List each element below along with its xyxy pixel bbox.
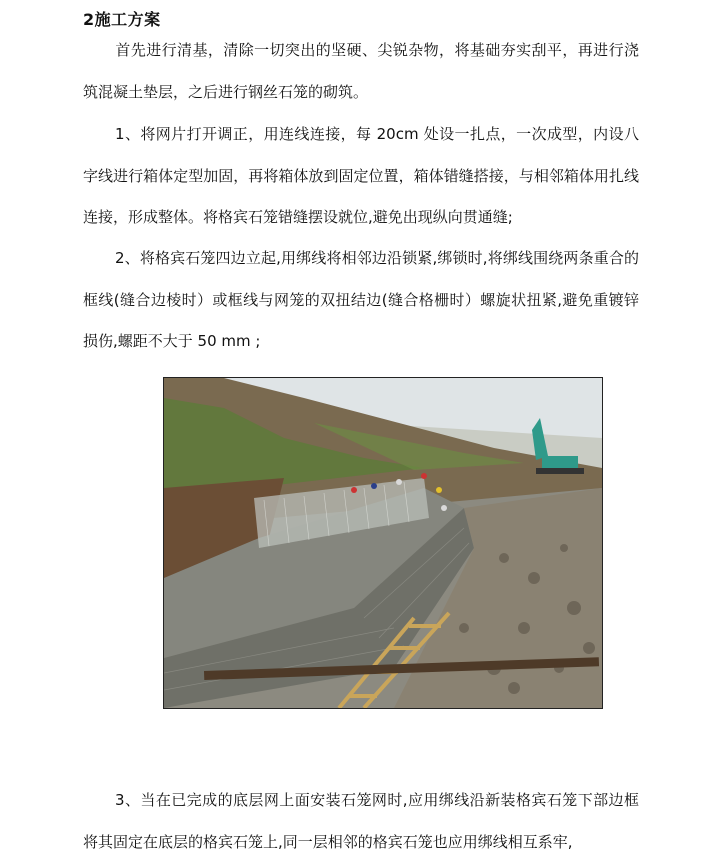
section-heading: 2施工方案 (83, 10, 161, 29)
paragraph-step-1 (83, 114, 639, 239)
paragraph-text: 1、将网片打开调正，用连线连接，每 20cm 处设一扎点，一次成型，内设八字线进行箱体定型加固，再将箱体放到固定位置，箱体错缝搭接，与相邻箱体用扎线连接，形成整体。将格宾石笼错缝摆设就位,避免出现纵向贯通缝; (83, 125, 639, 226)
gabion-construction-image (164, 378, 602, 708)
paragraph-foundation (83, 30, 639, 113)
paragraph-step-2 (83, 238, 639, 363)
paragraph-step-3 (83, 780, 639, 863)
construction-site-photo (163, 377, 603, 709)
paragraph-text: 2、将格宾石笼四边立起,用绑线将相邻边沿锁紧,绑锁时,将绑线围绕两条重合的框线(缝合边棱时）或框线与网笼的双扭结边(缝合格栅时）螺旋状扭紧,避免重镀锌损伤,螺距不大于 50 mm ; (83, 249, 639, 350)
paragraph-text: 3、当在已完成的底层网上面安装石笼网时,应用绑线沿新装格宾石笼下部边框将其固定在底层的格宾石笼上,同一层相邻的格宾石笼也应用绑线相互系牢, (83, 791, 639, 851)
paragraph-text: 首先进行清基，清除一切突出的坚硬、尖锐杂物，将基础夯实刮平，再进行浇筑混凝土垫层，之后进行钢丝石笼的砌筑。 (83, 41, 639, 101)
